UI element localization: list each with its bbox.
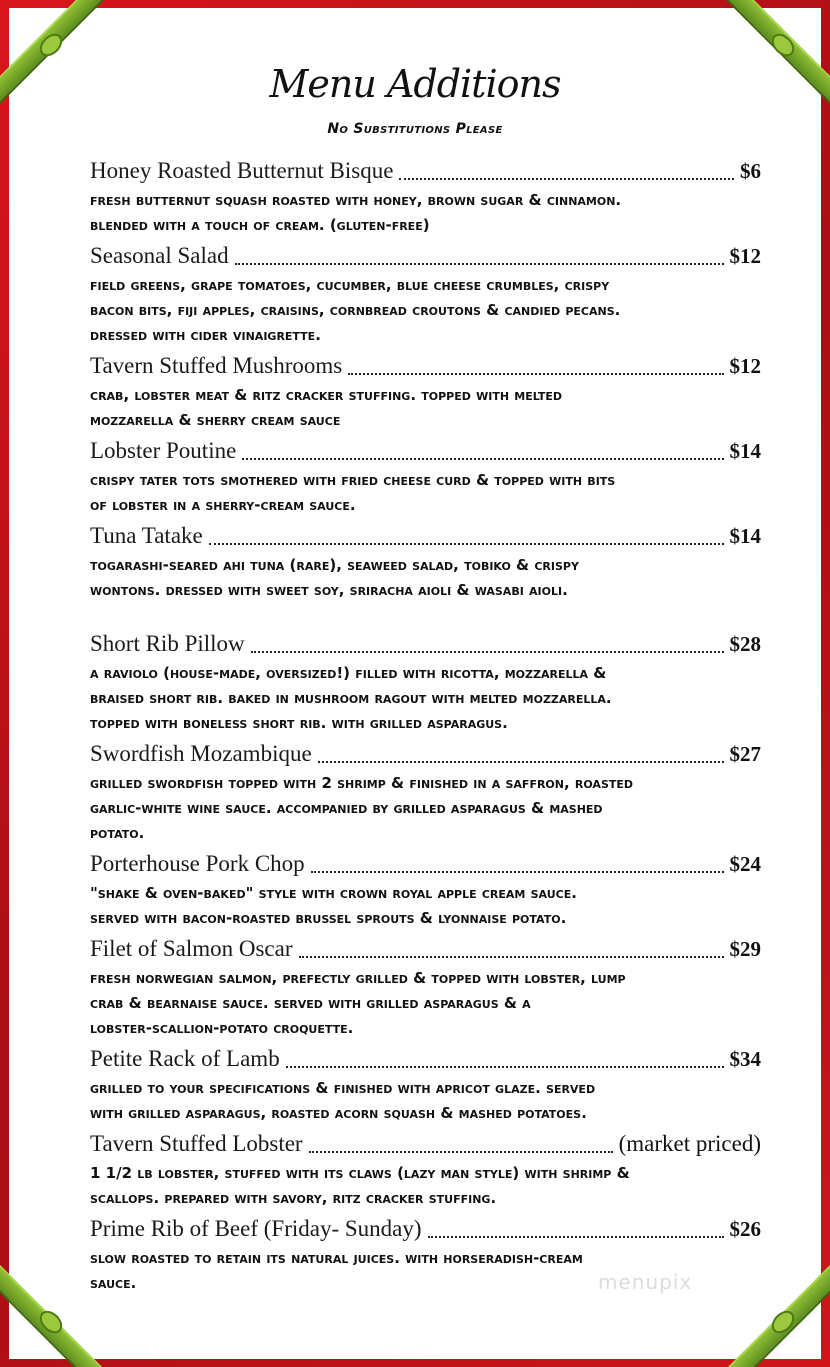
menu-item [90,631,761,736]
item-description: "shake & oven-baked" style with crown royal apple cream sauce. served with bacon-roasted brussel sprouts & lyonnaise potato. [90,884,577,927]
item-price: $27 [729,742,761,766]
item-description: togarashi-seared ahi tuna (rare), seaweed salad, tobiko & crispy wontons. dressed with sweet soy, sriracha aioli & wasabi aioli. [90,556,579,599]
item-description: field greens, grape tomatoes, cucumber, blue cheese crumbles, crispy bacon bits, fiji apples, craisins, cornbread croutons & candied pecans. dressed with cider vinaigrette. [90,276,621,344]
item-price: $6 [740,159,761,183]
item-description: crispy tater tots smothered with fried cheese curd & topped with bits of lobster in a sherry-cream sauce. [90,471,616,514]
menu-item [90,243,761,348]
item-price: $12 [729,354,761,378]
item-price: $26 [729,1217,761,1241]
menu-item [90,1046,761,1126]
dot-leader [428,1236,724,1238]
item-price: $14 [729,524,761,548]
item-description: 1 1/2 lb lobster, stuffed with its claws (lazy man style) with shrimp & scallops. prepared with savory, ritz cracker stuffing. [90,1164,630,1207]
dot-leader [309,1151,613,1153]
menu-item [90,741,761,846]
dot-leader [242,458,723,460]
item-price: $14 [729,439,761,463]
item-description: grilled to your specifications & finished with apricot glaze. served with grilled asparagus, roasted acorn squash & mashed potatoes. [90,1079,596,1122]
menu-item [90,851,761,931]
dot-leader [209,543,724,545]
item-price: $12 [729,244,761,268]
item-price: $29 [729,937,761,961]
item-name: Porterhouse Pork Chop [90,851,305,876]
item-name: Short Rib Pillow [90,631,245,656]
dot-leader [286,1066,724,1068]
item-description: grilled swordfish topped with 2 shrimp & finished in a saffron, roasted garlic-white wine sauce. accompanied by grilled asparagus & mashed potato. [90,774,634,842]
dot-leader [348,373,723,375]
item-name: Prime Rib of Beef (Friday- Sunday) [90,1216,422,1241]
item-name: Lobster Poutine [90,438,237,463]
dot-leader [399,178,734,180]
item-name: Filet of Salmon Oscar [90,936,293,961]
item-price: $34 [729,1047,761,1071]
dot-leader [318,761,724,763]
menupix-watermark: menupix [598,1270,693,1294]
dot-leader [311,871,724,873]
item-description: crab, lobster meat & ritz cracker stuffing. topped with melted mozzarella & sherry cream sauce [90,386,563,429]
item-name: Tuna Tatake [90,523,203,548]
item-name: Tavern Stuffed Lobster [90,1131,303,1156]
item-price: (market priced) [618,1131,761,1156]
menu-item [90,936,761,1041]
item-price: $28 [729,632,761,656]
item-name: Tavern Stuffed Mushrooms [90,353,343,378]
item-name: Petite Rack of Lamb [90,1046,280,1071]
item-name: Swordfish Mozambique [90,741,312,766]
item-name: Honey Roasted Butternut Bisque [90,158,394,183]
item-name: Seasonal Salad [90,243,229,268]
menu-item [90,523,761,603]
dot-leader [251,651,724,653]
item-description: fresh norwegian salmon, prefectly grilled & topped with lobster, lump crab & bearnaise sauce. served with grilled asparagus & a lobster-scallion-potato croquette. [90,969,626,1037]
menu-item [90,438,761,518]
item-price: $24 [729,852,761,876]
dot-leader [299,956,724,958]
menu-item [90,158,761,238]
menu-item [90,353,761,433]
dot-leader [235,263,724,265]
item-description: slow roasted to retain its natural juices. with horseradish-cream sauce. [90,1249,583,1292]
menu-subtitle: No Substitutions Please [327,121,503,137]
menu-title: Menu Additions [269,62,561,106]
item-description: a raviolo (house-made, oversized!) filled with ricotta, mozzarella & braised short rib. baked in mushroom ragout with melted mozzarella. topped with boneless short rib. with grilled asparagus. [90,664,612,732]
menu-item [90,1131,761,1211]
item-description: fresh butternut squash roasted with honey, brown sugar & cinnamon. blended with a touch of cream. (gluten-free) [90,191,622,234]
